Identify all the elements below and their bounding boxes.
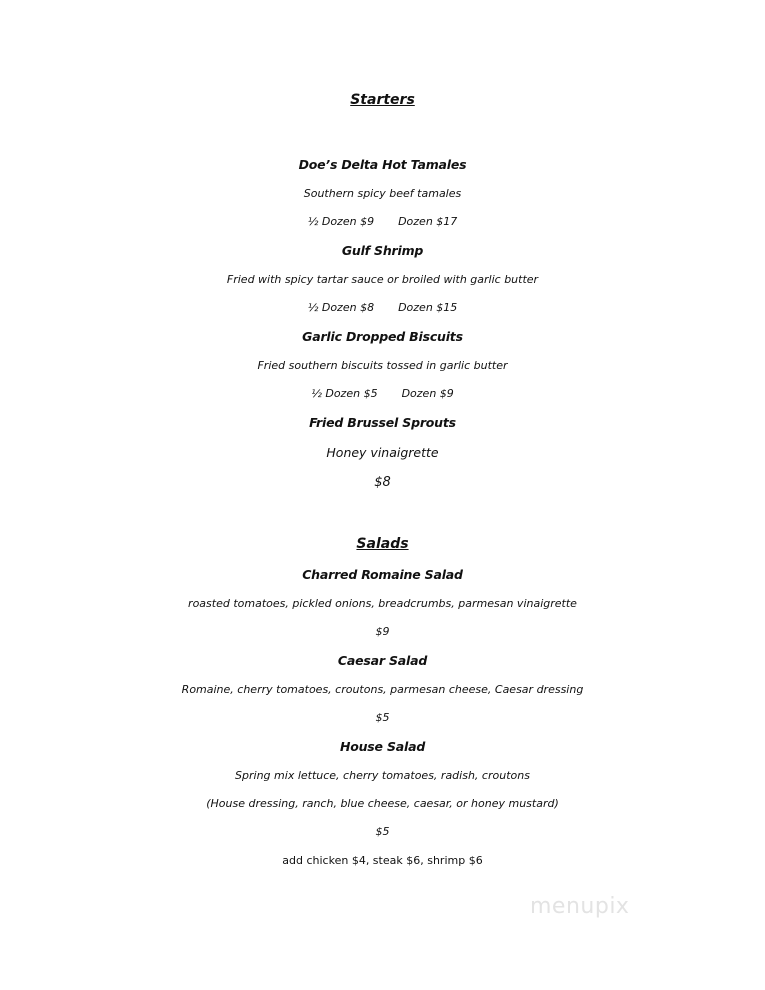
item-name-charred-romaine: Charred Romaine Salad <box>302 567 463 582</box>
price-dozen: Dozen $9 <box>401 387 454 400</box>
item-name-caesar-salad: Caesar Salad <box>337 653 428 668</box>
item-price-caesar-salad: $5 <box>375 711 390 724</box>
item-desc-gulf-shrimp: Fried with spicy tartar sauce or broiled with garlic butter <box>226 273 539 286</box>
starters-heading: Starters <box>350 92 415 108</box>
price-half-dozen: ½ Dozen $5 <box>311 387 378 400</box>
salads-heading: Salads <box>356 536 409 552</box>
item-price-gulf-shrimp <box>0 301 765 314</box>
salad-addons: add chicken $4, steak $6, shrimp $6 <box>282 854 483 867</box>
item-desc2-house-salad: (House dressing, ranch, blue cheese, caesar, or honey mustard) <box>206 797 559 810</box>
price-dozen: Dozen $17 <box>398 215 458 228</box>
watermark-logo: menupix <box>530 894 630 919</box>
item-desc-brussel-sprouts: Honey vinaigrette <box>326 445 439 460</box>
item-desc-charred-romaine: roasted tomatoes, pickled onions, breadcrumbs, parmesan vinaigrette <box>188 597 577 610</box>
item-desc-garlic-biscuits: Fried southern biscuits tossed in garlic butter <box>257 359 508 372</box>
item-name-garlic-biscuits: Garlic Dropped Biscuits <box>302 329 463 344</box>
item-price-hot-tamales <box>0 215 765 228</box>
item-name-gulf-shrimp: Gulf Shrimp <box>341 243 424 258</box>
item-desc-house-salad: Spring mix lettuce, cherry tomatoes, radish, croutons <box>235 769 530 782</box>
item-desc-hot-tamales: Southern spicy beef tamales <box>303 187 462 200</box>
price-half-dozen: ½ Dozen $8 <box>307 301 375 314</box>
price-half-dozen: ½ Dozen $9 <box>307 215 375 228</box>
item-desc-caesar-salad: Romaine, cherry tomatoes, croutons, parmesan cheese, Caesar dressing <box>181 683 584 696</box>
item-name-brussel-sprouts: Fried Brussel Sprouts <box>309 415 456 430</box>
price-dozen: Dozen $15 <box>398 301 458 314</box>
item-price-house-salad: $5 <box>375 825 390 838</box>
item-price-brussel-sprouts: $8 <box>374 475 391 490</box>
item-price-garlic-biscuits <box>0 387 765 400</box>
item-name-house-salad: House Salad <box>339 739 426 754</box>
item-price-charred-romaine: $9 <box>375 625 390 638</box>
item-name-hot-tamales: Doe’s Delta Hot Tamales <box>298 157 467 172</box>
